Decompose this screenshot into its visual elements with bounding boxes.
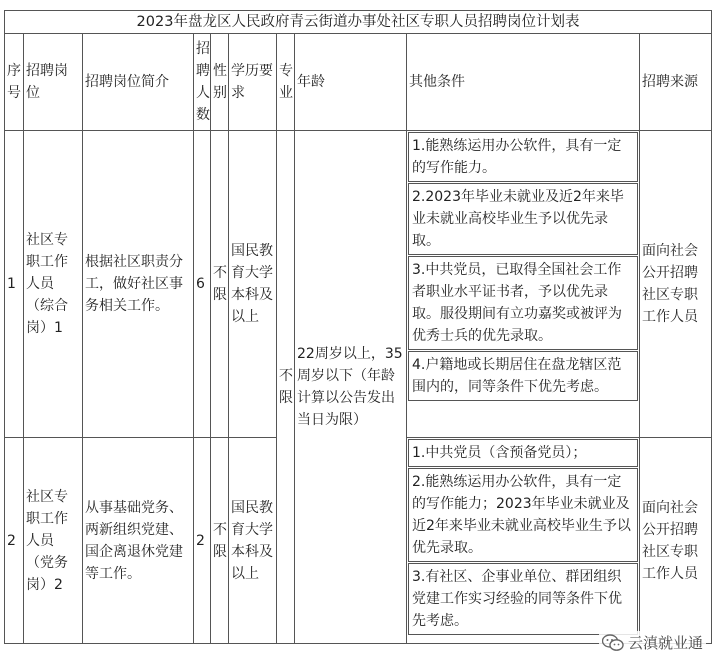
condition-item: 1.中共党员（含预备党员）； <box>408 439 638 467</box>
table-title: 2023年盘龙区人民政府青云街道办事处社区专职人员招聘岗位计划表 <box>5 11 712 34</box>
watermark <box>599 631 706 654</box>
shared-age: 22周岁以上，35周岁以下（年龄计算以公告发出当日为限） <box>295 131 407 644</box>
condition-item: 3.中共党员，已取得全国社会工作者职业水平证书者，予以优先录取。服役期间有立功嘉奖或被评为优秀士兵的优先录取。 <box>408 256 638 350</box>
condition-item: 2.能熟练运用办公软件，具有一定的写作能力；2023年毕业未就业及近2年来毕业未就业高校毕业生予以优先录取。 <box>408 468 638 562</box>
header-seq: 序号 <box>5 34 24 131</box>
row-seq: 2 <box>5 438 24 644</box>
row-position: 社区专职工作人员（党务岗）2 <box>24 438 83 644</box>
table-row <box>5 131 712 438</box>
watermark-text: 云滇就业通 <box>627 634 703 652</box>
row-count: 2 <box>194 438 211 644</box>
row-intro: 从事基础党务、两新组织党建、国企离退休党建等工作。 <box>83 438 194 644</box>
conditions-cell <box>407 131 640 438</box>
condition-item: 3.有社区、企事业单位、群团组织党建工作实习经验的同等条件下优先考虑。 <box>408 563 638 635</box>
header-position: 招聘岗位 <box>24 34 83 131</box>
row-position: 社区专职工作人员（综合岗）1 <box>24 131 83 438</box>
row-count: 6 <box>194 131 211 438</box>
shared-major: 不限 <box>277 131 295 644</box>
header-age: 年龄 <box>295 34 407 131</box>
row-gender: 不限 <box>211 438 229 644</box>
row-education: 国民教育大学本科及以上 <box>229 131 277 438</box>
row-intro: 根据社区职责分工，做好社区事务相关工作。 <box>83 131 194 438</box>
header-source: 招聘来源 <box>640 34 712 131</box>
row-source: 面向社会公开招聘社区专职工作人员 <box>640 438 712 644</box>
header-major: 专业 <box>277 34 295 131</box>
header-gender: 性别 <box>211 34 229 131</box>
condition-item: 2.2023年毕业未就业及近2年来毕业未就业高校毕业生予以优先录取。 <box>408 183 638 255</box>
header-education: 学历要求 <box>229 34 277 131</box>
wechat-icon <box>602 634 624 652</box>
header-row <box>5 34 712 131</box>
row-seq: 1 <box>5 131 24 438</box>
header-other: 其他条件 <box>407 34 640 131</box>
row-source: 面向社会公开招聘社区专职工作人员 <box>640 131 712 438</box>
recruitment-plan-table <box>4 10 712 644</box>
header-intro: 招聘岗位简介 <box>83 34 194 131</box>
condition-item: 4.户籍地或长期居住在盘龙辖区范围内的，同等条件下优先考虑。 <box>408 351 638 401</box>
row-education: 国民教育大学本科及以上 <box>229 438 277 644</box>
conditions-cell <box>407 438 640 644</box>
header-count: 招聘人数 <box>194 34 211 131</box>
row-gender: 不限 <box>211 131 229 438</box>
condition-item: 1.能熟练运用办公软件，具有一定的写作能力。 <box>408 132 638 182</box>
